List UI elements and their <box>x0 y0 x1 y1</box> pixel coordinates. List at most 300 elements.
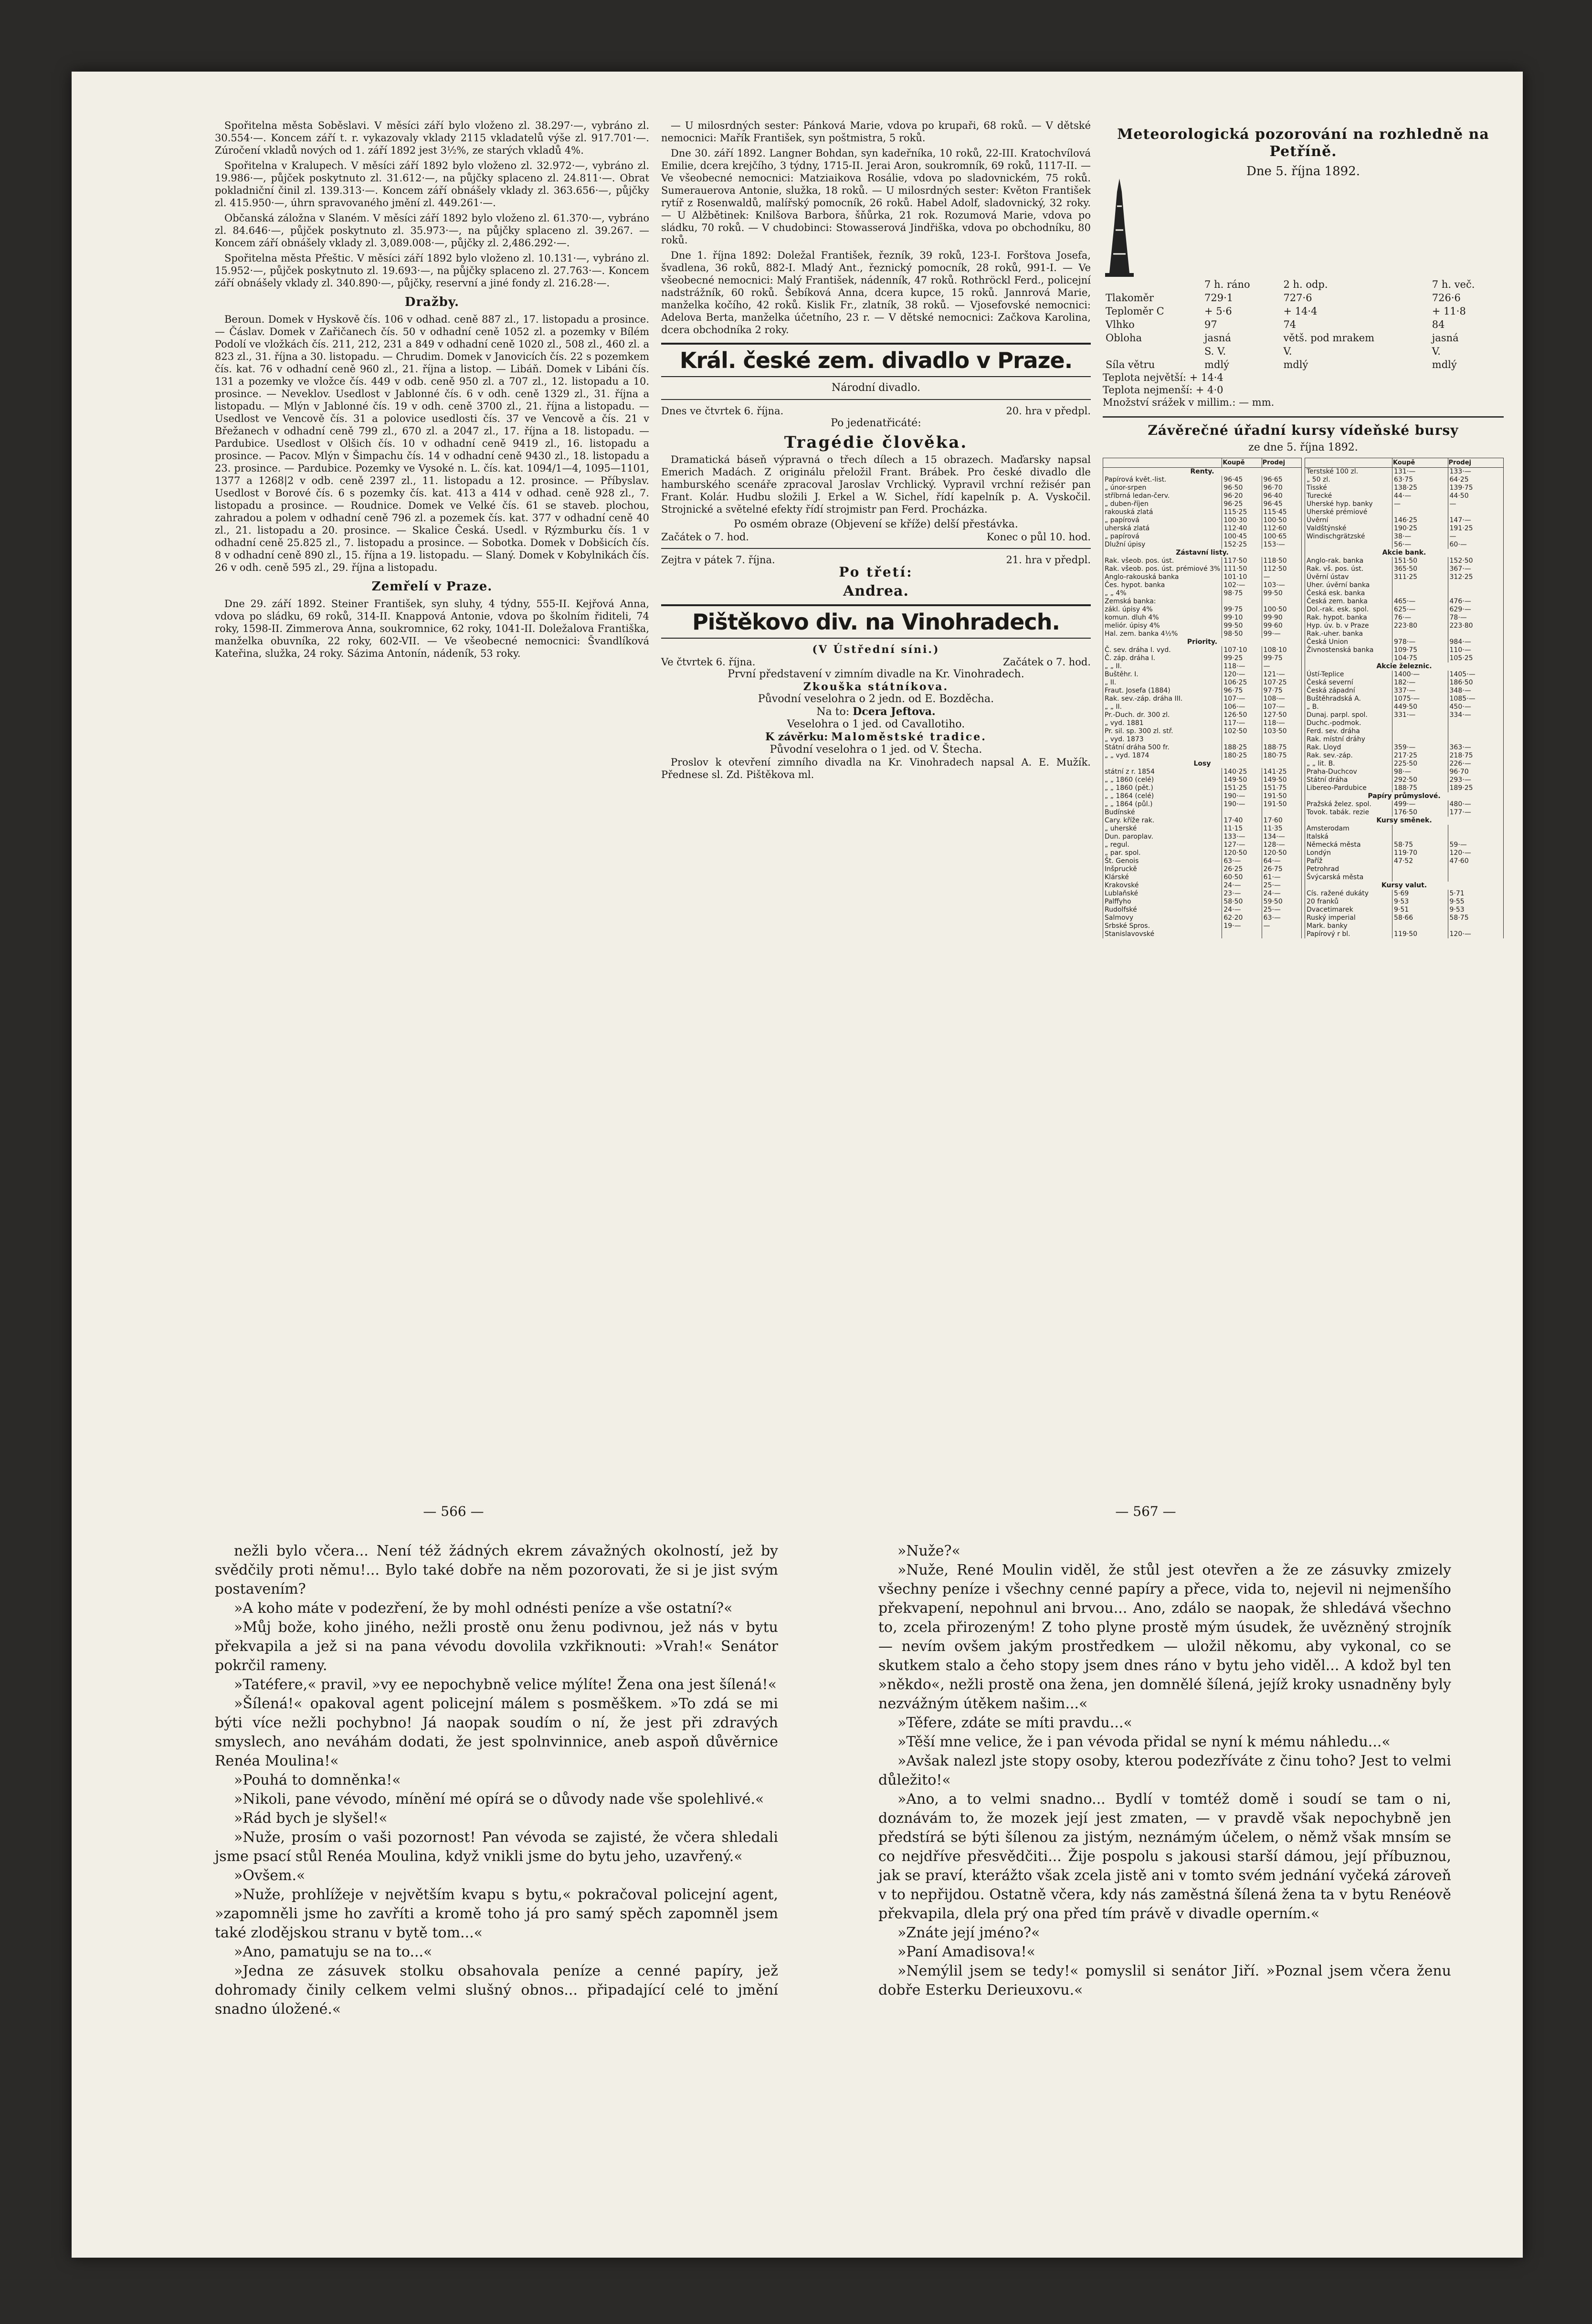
bursa-cell-p <box>1448 719 1503 727</box>
meteo-value: 729·1 <box>1204 292 1234 304</box>
bursa-cell-p: 334·— <box>1448 711 1503 719</box>
bursa-cell-p: 120·— <box>1448 849 1503 857</box>
bursa-cell-p <box>1448 833 1503 841</box>
bursa-cell-n: „ B. <box>1305 703 1392 711</box>
vinohrady-prolog: Proslov k otevření zimního divadla na Kr. Vinohradech napsal A. E. Mužík. Přednese sl. Zd. Pištěkova ml. <box>661 757 1091 780</box>
bursa-row <box>1305 873 1504 882</box>
meteo-row-label: Vlhko <box>1106 319 1135 330</box>
meteo-col-head: 7 h. več. <box>1432 279 1475 290</box>
bursa-cell-k: 107·— <box>1222 695 1262 703</box>
meteo-value: 726·6 <box>1432 292 1461 304</box>
meteo-value: 74 <box>1283 319 1297 330</box>
bursa-cell-p: 348·— <box>1448 687 1503 695</box>
bursa-row <box>1305 711 1504 719</box>
bursa-cell-n: „ duben-říjen <box>1103 500 1222 508</box>
bursa-cell-k: 188·75 <box>1392 784 1448 792</box>
vinohrady-first: První představení v zimním divadle na Kr. Vinohradech. <box>727 668 1024 680</box>
bursa-cell-n: Italská <box>1305 833 1392 841</box>
bursa-cell-k: 9·53 <box>1392 898 1448 906</box>
meteo-row <box>1103 291 1504 305</box>
bursa-row <box>1305 573 1504 581</box>
temp-min: + 4·0 <box>1195 384 1223 396</box>
bursa-cell-n: Státní dráha 500 fr. <box>1103 744 1222 752</box>
bursa-row <box>1103 792 1302 800</box>
bursa-cell-n: Česká Union <box>1305 638 1392 646</box>
meteo-table <box>1103 278 1504 371</box>
bursa-row <box>1305 589 1504 598</box>
bursa-cell-n: Tovok. tabák. rezie <box>1305 809 1392 817</box>
meteo-col-head: 7 h. ráno <box>1204 279 1250 290</box>
bursa-cell-p: 59·— <box>1448 841 1503 849</box>
bursa-cell-p: 363·— <box>1448 744 1503 752</box>
auctions-heading: Dražby. <box>404 295 460 309</box>
bursa-cell-k: 117·50 <box>1222 557 1262 565</box>
deaths-paragraph: — U milosrdných sester: Pánková Marie, vdova po krupaři, 68 roků. — V dětské nemocnici: Mařík František, syn poštmistra, 5 roků. <box>661 120 1091 144</box>
bursa-cell-k: 24·— <box>1222 906 1262 914</box>
next-play-title: Andrea. <box>843 583 909 599</box>
meteo-date: Dne 5. října 1892. <box>1246 164 1360 179</box>
bursa-cell-p: 17·60 <box>1262 817 1301 825</box>
story-paragraph: »Nemýlil jsem se tedy!« pomyslil si senátor Jiří. »Poznal jsem včera ženu dobře Esterku Derieuxovu.« <box>878 1963 1451 1998</box>
bursa-cell-k: 138·25 <box>1392 484 1448 492</box>
bursa-row <box>1305 898 1504 906</box>
bursa-row <box>1103 671 1302 679</box>
vinohrady-play3-info: Původní veselohra o 1 jed. od V. Štecha. <box>770 744 982 756</box>
bursa-cell-k: 99·75 <box>1222 606 1262 614</box>
bursa-cell-k: 465·— <box>1392 598 1448 606</box>
bursa-row <box>1103 890 1302 898</box>
bursa-cell-n: Česká zem. banka <box>1305 598 1392 606</box>
bursa-row <box>1103 500 1302 508</box>
bursa-row <box>1103 533 1302 541</box>
bursa-cell-k: 63·75 <box>1392 476 1448 484</box>
bursa-row <box>1305 500 1504 508</box>
bursa-table-left <box>1103 458 1302 938</box>
bursa-row <box>1305 646 1504 654</box>
bursa-cell-p <box>1448 736 1503 744</box>
bursa-cell-p: 5·71 <box>1448 890 1503 898</box>
bursa-cell-p: 133·— <box>1448 468 1503 476</box>
bursa-row <box>1305 914 1504 922</box>
story-left <box>215 1542 778 2019</box>
bursa-cell-p: 96·70 <box>1262 484 1301 492</box>
bursa-cell-n: Hal. zem. banka 4½% <box>1103 630 1222 638</box>
bursa-row <box>1305 776 1504 784</box>
bursa-row <box>1103 622 1302 630</box>
finance-paragraph: Spořitelna města Soběslavi. V měsíci září bylo vloženo zl. 38.297·—, vybráno zl. 30.554·—. Koncem září t. r. vykazovaly vklady 2115 vkladatelů výše zl. 917.701·—. Zúročení vkladů nových od 1. září 1892 jest 3½%, ze starých vkladů 4%. <box>215 120 649 156</box>
bursa-cell-n: „ vyd. 1881 <box>1103 719 1222 727</box>
bursa-row <box>1103 589 1302 598</box>
bursa-cell-n: Uherské prémiové <box>1305 508 1392 516</box>
bursa-cell-p: 99·90 <box>1262 614 1301 622</box>
bursa-cell-n: Tisské <box>1305 484 1392 492</box>
bursa-cell-p: 223·80 <box>1448 622 1503 630</box>
meteo-row-label <box>1103 345 1202 358</box>
bursa-cell-k: 23·— <box>1222 890 1262 898</box>
bursa-cell-k: 115·25 <box>1222 508 1262 516</box>
bursa-cell-k: 223·80 <box>1392 622 1448 630</box>
bursa-row <box>1103 727 1302 736</box>
bursa-cell-p: — <box>1262 662 1301 671</box>
bursa-cell-k: 151·25 <box>1222 784 1262 792</box>
finance-paragraph: Spořitelna města Přeštic. V měsíci září 1892 bylo vloženo zl. 10.131·—, vybráno zl. 15.952·—, půjček poskytnuto zl. 19.693·—, na půjčky splaceno zl. 27.763·—. Koncem září obnášely vklady zl. 340.890·—, půjčky, reservní a jiné fondy zl. 216.28·—. <box>215 252 649 289</box>
bursa-cell-p: 141·25 <box>1262 768 1301 776</box>
bursa-cell-n: „ „ vyd. 1874 <box>1103 752 1222 760</box>
bursa-cell-n: Rudolfské <box>1103 906 1222 914</box>
bursa-row <box>1305 768 1504 776</box>
bursa-cell-p: 191·50 <box>1262 800 1301 809</box>
story-paragraph: »Ano, a to velmi snadno... Bydlí v tomtéž domě i soudí se tam o ni, doznávám to, že mozek její jest zmaten, — v pravdě však nepochybně jen předstírá se býti šílenou za jistým, neznámým účelem, o němž však mnsím se co nejdříve přesvědčiti... Žije pospolu s jakousi starší dámou, její příbuznou, jak se praví, kterážto však zcela jistě ani v tomto svém jednání vyčeká zároveň v to nepřijdou. Ostatně včera, kdy nás zaměstná šílená žena ta v bytu Renéově překvapila, dlela prý ona před tím právě v divadle operním.« <box>878 1791 1451 1922</box>
bursa-cell-n: „ „ 1864 (celé) <box>1103 792 1222 800</box>
bursa-head: Koupě <box>1392 458 1448 468</box>
meteo-row <box>1103 345 1504 358</box>
bursa-row <box>1305 565 1504 573</box>
auctions-text: Beroun. Domek v Hyskově čís. 106 v odhad. ceně 887 zl., 17. listopadu a prosince. — Čáslav. Domek v Zařičanech čís. 50 v odhadní ceně 1052 zl. a pozemky v Bílém Podolí ve vložkách čís. 211, 212, 231 a 849 v odhadní ceně 1020 zl., 508 zl., 460 zl. a 823 zl., 31. října a 30. listopadu. — Chrudim. Domek v Janovicích čís. 22 s pozemkem čís. kat. 76 v odhadní ceně 960 zl., 21. října a listop. — Libáň. Domek v Libáni čís. 131 a pozemky ve vložce čís. 449 v odb. ceně 950 zl. a 707 zl., 12. listopadu a 10. prosince. — Neveklov. Usedlost v Jablonné čís. 6 v odh. ceně 1329 zl., 31. října a listopadu. — Mlýn v Jablonné čís. 19 v odh. ceně 3700 zl., 21. října a listopadu. — Usedlost ve Vencově čís. 31 a polovice usedlosti čís. 37 ve Vencově a čís. 21 v Břežanech v odhadní ceně 799 zl., 670 zl. a 2047 zl., 17. října a 18. listopadu. — Pardubice. Usedlost v Olšich čís. 10 v odhadní ceně 9419 zl., 16. listopadu a prosince. — Pacov. Mlýn v Šimpachu čís. 14 v odhadní ceně 9430 zl., 18. listopadu a 23. prosince. — Pardubice. Pozemky ve Vysoké n. L. čís. kat. 1094/1—4, 1095—1101, 1377 a 1268|2 v odb. ceně 2397 zl., 11. listopadu a 12. prosince. — Příbyslav. Usedlost v Borové čís. 6 s pozemky čís. kat. 413 a 414 v odhad. ceně 928 zl., 7. listopadu a prosince. — Roudnice. Domek ve Velké čís. 61 se staveb. plochou, zahradou a polem v odhadní ceně 796 zl. a pozemek čís. kat. 377 v odhadní ceně 40 zl., 21. listopadu a 20. prosince. — Skalice Česká. Usedl. v Rýzmburku čís. 1 v odhadní ceně 25.825 zl., 7. listopadu a prosince. — Sobotka. Domek v Dobšicích čís. 8 v odhadní ceně 890 zl., 15. října a 19. listopadu. — Slaný. Domek v Kobylnikách čís. 26 v odh. ceně 595 zl., 29. října a listopadu. <box>215 314 649 573</box>
bursa-cell-p: 103·— <box>1262 581 1301 589</box>
bursa-row <box>1305 516 1504 525</box>
bursa-cell-n: Státní dráha <box>1305 776 1392 784</box>
bursa-row <box>1305 817 1504 825</box>
performance-date: Dnes ve čtvrtek 6. října. <box>661 405 784 417</box>
bursa-cell-k: 217·25 <box>1392 752 1448 760</box>
bursa-cell-k: 190·— <box>1222 800 1262 809</box>
bursa-cell-k: 76·— <box>1392 614 1448 622</box>
bursa-cell-k: 58·66 <box>1392 914 1448 922</box>
bursa-cell-p: 115·45 <box>1262 508 1301 516</box>
performance-count: Po jedenatřicáté: <box>831 417 921 429</box>
temp-max-label: Teplota největší: <box>1103 372 1187 383</box>
bursa-cell-k <box>1392 727 1448 736</box>
bursa-cell-k <box>1222 930 1262 938</box>
bursa-cell-n: Paříž <box>1305 857 1392 865</box>
bursa-cell-n: „ „ lit. B. <box>1305 760 1392 768</box>
bursa-cell-k: 180·25 <box>1222 752 1262 760</box>
bursa-cell-n: Pr.-Duch. dr. 300 zl. <box>1103 711 1222 719</box>
bursa-cell-p: 105·25 <box>1448 654 1503 662</box>
bursa-cell-n: Rak. sev.-záp. dráha III. <box>1103 695 1222 703</box>
bursa-row <box>1103 825 1302 833</box>
bursa-cell-p: 63·— <box>1262 914 1301 922</box>
bursa-row <box>1305 833 1504 841</box>
deaths-paragraph: Dne 30. září 1892. Langner Bohdan, syn kadeřníka, 10 roků, 22-III. Kratochvílová Emilie, dcera krejčího, 3 týdny, 1715-II. Jerai Aron, soukromník, 69 roků, 1117-II. — Ve všeobecné nemocnici: Matziaikova Rosálie, vdova po sladovnickém, 75 roků. Sumerauerova Antonie, služka, 18 roků. — U milosrdných sester: Květon František rytíř z Rosenwaldů, malířský pomocník, 26 roků. Habel Adolf, sladovnický, 32 roky. — U Alžbětinek: Knilšova Barbora, šňůrka, 21 rok. Rozumová Marie, vdova po sládku, 70 roků. — V chudobinci: Stowasserová Jindřiška, vdova po obchodníku, 80 roků. <box>661 147 1091 246</box>
story-paragraph: »Nikoli, pane vévodo, mínění mé opírá se o důvody nade vše spolehlivé.« <box>234 1791 764 1808</box>
bursa-row <box>1103 768 1302 776</box>
column-deaths-theatre <box>661 119 1091 1265</box>
bursa-cell-k: 58·50 <box>1222 898 1262 906</box>
bursa-cell-p: 293·— <box>1448 776 1503 784</box>
bursa-cell-n: Úvěrní <box>1305 516 1392 525</box>
bursa-cell-p: — <box>1262 922 1301 930</box>
story-paragraph: »Znáte její jméno?« <box>897 1924 1040 1941</box>
bursa-row <box>1305 922 1504 930</box>
bursa-row <box>1103 614 1302 622</box>
bursa-cell-k: 107·10 <box>1222 646 1262 654</box>
bursa-cell-p: 96·40 <box>1262 492 1301 500</box>
bursa-cell-n: Pr. sil. sp. 300 zl. stř. <box>1103 727 1222 736</box>
bursa-cell-k: 140·25 <box>1222 768 1262 776</box>
bursa-cell-n: komun. dluh 4% <box>1103 614 1222 622</box>
story-paragraph: »Rád bych je slyšel!« <box>234 1810 388 1827</box>
bursa-cell-n: Cary. kříže rak. <box>1103 817 1222 825</box>
meteo-value: + 11·8 <box>1432 305 1466 317</box>
bursa-cell-k: 26·25 <box>1222 865 1262 873</box>
bursa-row <box>1103 776 1302 784</box>
bursa-cell-n: Ferd. sev. dráha <box>1305 727 1392 736</box>
bursa-cell-k: 11·15 <box>1222 825 1262 833</box>
story-paragraph: »Ovšem.« <box>234 1867 306 1884</box>
bursa-cell-k: 63·— <box>1222 857 1262 865</box>
bursa-cell-k: 106·25 <box>1222 679 1262 687</box>
bursa-cell-p: 47·60 <box>1448 857 1503 865</box>
vinohrady-start: Začátek o 7. hod. <box>1003 656 1091 668</box>
story-paragraph: »Jedna ze zásuvek stolku obsahovala peníze a cenné papíry, jež dohromady činily celkem velmi slušný obnos... připadající celé to jmění snadno úložené.« <box>215 1963 778 2018</box>
bursa-cell-n: Pražská želez. spol. <box>1305 800 1392 809</box>
bursa-cell-p <box>1448 727 1503 736</box>
bursa-row <box>1103 744 1302 752</box>
bursa-cell-p: 96·65 <box>1262 476 1301 484</box>
bursa-cell-n: uherská zlatá <box>1103 525 1222 533</box>
bursa-cell-k: 149·50 <box>1222 776 1262 784</box>
meteo-title: Meteorologická pozorování na rozhledně na Petříně. <box>1117 126 1489 160</box>
bursa-cell-p: 1405·— <box>1448 671 1503 679</box>
bursa-cell-p <box>1262 809 1301 817</box>
bursa-cell-n: Dvacetimarek <box>1305 906 1392 914</box>
bursa-cell-n: Salmovy <box>1103 914 1222 922</box>
bursa-row <box>1103 800 1302 809</box>
bursa-cell-p <box>1448 589 1503 598</box>
bursa-cell-n: Čes. hypot. banka <box>1103 581 1222 589</box>
bursa-table-right <box>1305 458 1504 938</box>
bursa-cell-n: Hyp. úv. b. v Praze <box>1305 622 1392 630</box>
bursa-cell-n: „ „ 1860 (pět.) <box>1103 784 1222 792</box>
play-start: Začátek o 7. hod. <box>661 531 749 543</box>
bursa-cell-n: Živnostenská banka <box>1305 646 1392 654</box>
bursa-cell-k <box>1392 736 1448 744</box>
bursa-cell-p: 112·60 <box>1262 525 1301 533</box>
play-title: Tragédie člověka. <box>784 433 968 452</box>
meteo-row <box>1103 318 1504 331</box>
bursa-cell-k: 127·— <box>1222 841 1262 849</box>
story-paragraph: »Těfere, zdáte se míti pravdu...« <box>897 1714 1132 1731</box>
bursa-cell-n: Valdštýnské <box>1305 525 1392 533</box>
bursa-row <box>1103 922 1302 930</box>
bursa-cell-n: „ „ 4% <box>1103 589 1222 598</box>
bursa-cell-n: meliór. úpisy 4% <box>1103 622 1222 630</box>
bursa-cell-p: 64·— <box>1262 857 1301 865</box>
bursa-cell-p: 110·— <box>1448 646 1503 654</box>
bursa-date: ze dne 5. října 1892. <box>1248 442 1358 453</box>
bursa-cell-p: 118·— <box>1262 719 1301 727</box>
bursa-row <box>1305 606 1504 614</box>
bursa-cell-n: Rak. místní dráhy <box>1305 736 1392 744</box>
bursa-row <box>1305 549 1504 557</box>
bursa-cell-p: 100·50 <box>1262 516 1301 525</box>
bursa-cell-k: 24·— <box>1222 882 1262 890</box>
bursa-cell-n: Anglo-rakouská banka <box>1103 573 1222 581</box>
bursa-row <box>1305 541 1504 549</box>
deaths-paragraph: Dne 1. října 1892: Doležal František, řezník, 39 roků, 123-I. Forštova Josefa, švadlena, 36 roků, 882-I. Mladý Ant., řeznický pomocník, 28 roků, 991-I. — Ve všeobecné nemocnici: Malý František, nádenník, 47 roků. Rothröckl Ferd., policejní nadstrážník, 60 roků. Šebíková Anna, dcera kupce, 15 roků. Jannrová Marie, manželka kočího, 42 roků. Kislik Fr., zlatník, 38 roků. — Vjosefovské nemocnici: Adelova Berta, manželka účetního, 23 r. — V dětské nemocnici: Začkova Karolina, dcera obchodníka 2 roky. <box>661 250 1091 336</box>
bursa-cell-n: Česká západní <box>1305 687 1392 695</box>
bursa-head: Prodej <box>1262 458 1301 468</box>
bursa-cell-p <box>1448 630 1503 638</box>
bursa-cell-n: Česká esk. banka <box>1305 589 1392 598</box>
meteo-value: 727·6 <box>1283 292 1312 304</box>
bursa-cell-n: „ regul. <box>1103 841 1222 849</box>
bursa-cell-p: 984·— <box>1448 638 1503 646</box>
bursa-row <box>1103 468 1302 476</box>
vinohrady-play1: Zkouška státníkova. <box>803 681 949 693</box>
story-paragraph: »Pouhá to domněnka!« <box>234 1772 401 1788</box>
story-paragraph: »Těší mne velice, že i pan vévoda přidal se nyní k mému náhledu...« <box>897 1734 1391 1750</box>
bursa-row <box>1103 873 1302 882</box>
meteo-value: + 5·6 <box>1204 305 1232 317</box>
bursa-cell-n: Ústí-Teplice <box>1305 671 1392 679</box>
bursa-cell-n <box>1305 541 1392 549</box>
page-number-left: — 566 — <box>423 1504 484 1519</box>
bursa-cell-k: 98·50 <box>1222 630 1262 638</box>
bursa-row <box>1103 736 1302 744</box>
bursa-cell-k: 109·75 <box>1392 646 1448 654</box>
bursa-row <box>1305 703 1504 711</box>
bursa-row <box>1305 671 1504 679</box>
bursa-row <box>1103 703 1302 711</box>
meteo-value: V. <box>1283 346 1292 357</box>
bursa-row <box>1103 573 1302 581</box>
bursa-row <box>1103 598 1302 606</box>
bursa-cell-n: Rak. sev.-záp. <box>1305 752 1392 760</box>
bursa-row <box>1103 492 1302 500</box>
bursa-row <box>1103 849 1302 857</box>
meteo-row <box>1103 331 1504 345</box>
bursa-row <box>1305 727 1504 736</box>
bursa-cell-p: 100·65 <box>1262 533 1301 541</box>
bursa-row <box>1103 646 1302 654</box>
bursa-cell-n: Lublaňské <box>1103 890 1222 898</box>
bursa-cell-k: 117·— <box>1222 719 1262 727</box>
bursa-cell-k: 152·25 <box>1222 541 1262 549</box>
bursa-cell-n: Praha-Duchcov <box>1305 768 1392 776</box>
bursa-cell-p: 9·53 <box>1448 906 1503 914</box>
meteo-value: S. V. <box>1204 346 1226 357</box>
bursa-cell-p: 96·45 <box>1262 500 1301 508</box>
bursa-cell-k: 449·50 <box>1392 703 1448 711</box>
bursa-cell-p: — <box>1262 573 1301 581</box>
bursa-cell-k: 102·— <box>1222 581 1262 589</box>
bursa-row <box>1305 890 1504 898</box>
bursa-row <box>1305 800 1504 809</box>
bursa-cell-n: „ únor-srpen <box>1103 484 1222 492</box>
bursa-row <box>1305 533 1504 541</box>
bursa-cell-k: 99·25 <box>1222 654 1262 662</box>
bursa-row <box>1305 484 1504 492</box>
bursa-row <box>1305 598 1504 606</box>
meteo-row-label: Síla větru <box>1106 359 1155 370</box>
bursa-cell-k: — <box>1392 500 1448 508</box>
bursa-cell-k: 5·69 <box>1392 890 1448 898</box>
story-right <box>878 1542 1451 2000</box>
bursa-cell-p: 61·— <box>1262 873 1301 882</box>
bursa-cell-p: 177·— <box>1448 809 1503 817</box>
meteo-value: 84 <box>1432 319 1445 330</box>
bursa-cell-k: 104·75 <box>1392 654 1448 662</box>
story-paragraph: »Nuže, prohlížeje v největším kvapu s bytu,« pokračoval policejní agent, »zapomněli jsme ho zavříti a kromě toho já pro samý spěch zapomněl jsem také zlodějskou stranu v bytě tom...« <box>215 1886 778 1941</box>
bursa-cell-n: „ „ II. <box>1103 703 1222 711</box>
bursa-row <box>1305 930 1504 938</box>
bursa-cell-k: 58·75 <box>1392 841 1448 849</box>
bursa-cell-n: Budínské <box>1103 809 1222 817</box>
bursa-cell-k: 126·50 <box>1222 711 1262 719</box>
bursa-cell-k <box>1392 833 1448 841</box>
finance-paragraph: Spořitelna v Kralupech. V měsíci září 1892 bylo vloženo zl. 32.972·—, vybráno zl. 19.986·—, půjček poskytnuto zl. 31.612·—, na půjčky splaceno zl. 24.811·—. Obrat pokladniční činil zl. 139.313·—. Koncem září obnášely vklady zl. 363.656·—, půjčky zl. 415.950·—, úhrn spravovaného jmění zl. 449.261·—. <box>215 160 649 209</box>
play-description: Dramatická báseň výpravná o třech dílech a 15 obrazech. Maďarsky napsal Emerich Madách. Z originálu přeložil Frant. Brábek. Pro české divadlo dle hamburského scenáře zpracoval Jaroslav Vrchlický. Vypravil vrchní režisér pan Frant. Kolár. Hudbu složili J. Erkel a W. Sichel, řídí kapelník p. A. Vyskočil. Strojnické a světelné efekty řídí strojmistr pan Ferd. Procházka. <box>661 454 1091 515</box>
bursa-cell-p: 99·75 <box>1262 654 1301 662</box>
meteo-value: + 14·4 <box>1283 305 1318 317</box>
bursa-cell-p: 151·75 <box>1262 784 1301 792</box>
bursa-cell-p: 59·50 <box>1262 898 1301 906</box>
bursa-cell-p: 108·10 <box>1262 646 1301 654</box>
bursa-cell-n: Švýcarská města <box>1305 873 1392 882</box>
bursa-row <box>1305 906 1504 914</box>
bursa-cell-n: Česká severní <box>1305 679 1392 687</box>
bursa-row <box>1103 711 1302 719</box>
story-paragraph: »Nuže, René Moulin viděl, že stůl jest otevřen a že ze zásuvky zmizely všechny peníze i všechny cenné papíry a přece, vida to, nejevil ni nejmenšího překvapení, nepohnul ani brvou... Ano, zdálo se naopak, že shledává všechno to, zcela přirozeným! Z toho plyne prostě mým úsudek, že uvězněný strojník — nevím ovšem jakým prostředkem — uložil někomu, aby vykonal, co se skutkem stalo a čeho stopy jsem dnes ráno v bytu jeho viděl... A kdož byl ten »někdo«, nežli prostě ona žena, jen domnělé šílená, jejíž kroky usnadněny byly nezvážným útěkem našim...« <box>878 1562 1451 1712</box>
bursa-cell-n: rakouská zlatá <box>1103 508 1222 516</box>
bursa-row <box>1103 606 1302 614</box>
story-paragraph: »Paní Amadisova!« <box>897 1944 1036 1960</box>
bursa-cell-k: 118·— <box>1222 662 1262 671</box>
bursa-cell-n: Inšpruckě <box>1103 865 1222 873</box>
bursa-cell-n: Papírová květ.-list. <box>1103 476 1222 484</box>
next-count: Po třetí: <box>839 564 913 580</box>
newspaper-sheet <box>72 72 1523 2258</box>
bursa-cell-p: 96·70 <box>1448 768 1503 776</box>
bursa-cell-n: Anglo-rak. banka <box>1305 557 1392 565</box>
bursa-row <box>1305 792 1504 800</box>
bursa-cell-n: „ par. spol. <box>1103 849 1222 857</box>
bursa-title: Závěrečné úřadní kursy vídeňské bursy <box>1148 422 1459 438</box>
bursa-cell-p: 99·50 <box>1262 589 1301 598</box>
bursa-cell-n: Papírový r bl. <box>1305 930 1392 938</box>
bursa-row <box>1305 638 1504 646</box>
bursa-cell-n: Č. sev. dráha I. vyd. <box>1103 646 1222 654</box>
bursa-cell-p: 152·50 <box>1448 557 1503 565</box>
bursa-cell-p <box>1448 581 1503 589</box>
bursa-cell-n: Akcie železnic. <box>1305 662 1504 671</box>
bursa-cell-n: Akcie bank. <box>1305 549 1504 557</box>
bursa-row <box>1103 833 1302 841</box>
bursa-cell-k: 120·— <box>1222 671 1262 679</box>
bursa-cell-n: Palffyho <box>1103 898 1222 906</box>
bursa-row <box>1103 719 1302 727</box>
national-theatre-title: Král. české zem. divadlo v Praze. <box>661 343 1091 377</box>
bursa-cell-n: Fraut. Josefa (1884) <box>1103 687 1222 695</box>
story-paragraph: »Tatéfere,« pravil, »vy ee nepochybně velice mýlíte! Žena ona jest šílená!« <box>234 1676 777 1693</box>
bursa-cell-p: 180·75 <box>1262 752 1301 760</box>
bursa-cell-k <box>1222 809 1262 817</box>
bursa-cell-p: 191·25 <box>1448 525 1503 533</box>
bursa-cell-n: Rak. vš. pos. úst. <box>1305 565 1392 573</box>
bursa-cell-n: Zemská banka: <box>1103 598 1222 606</box>
bursa-row <box>1305 630 1504 638</box>
vinohrady-play2-info: Veselohra o 1 jed. od Cavallotiho. <box>787 718 965 730</box>
column-finance <box>215 119 649 1265</box>
vinohrady-close-label: K závěrku: <box>765 731 828 743</box>
bursa-cell-p: 58·75 <box>1448 914 1503 922</box>
bursa-cell-p: 78·— <box>1448 614 1503 622</box>
bursa-row <box>1305 882 1504 890</box>
bursa-cell-k: 188·25 <box>1222 744 1262 752</box>
bursa-cell-n: Úvěrní ústav <box>1305 573 1392 581</box>
